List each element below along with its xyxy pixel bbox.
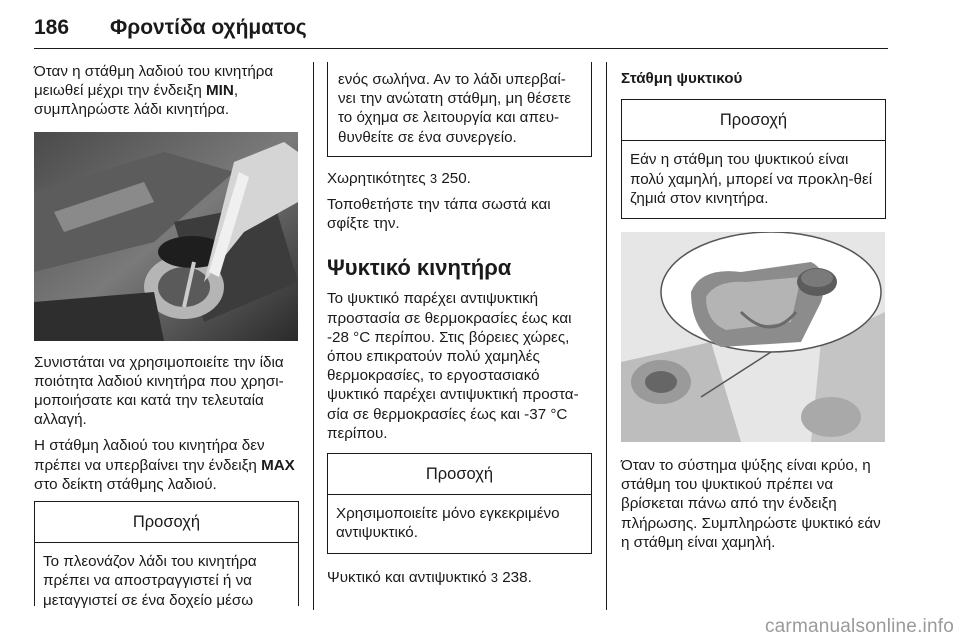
- paragraph-oil-max: Η στάθμη λαδιού του κινητήρα δεν πρέπει να υπερβαίνει την ένδειξη MAX στο δείκτη στάθμης λαδιού.: [34, 437, 295, 493]
- section-heading-coolant-level: Στάθμη ψυκτικού: [621, 70, 743, 87]
- coolant-reservoir-photo: [621, 232, 885, 442]
- paragraph-coolant: Το ψυκτικό παρέχει αντιψυκτική προστασία σε θερμοκρασίες έως και -28 °C περίπου. Στις βόρειες χώρες, όπου επικρατούν πολύ χαμηλές θερμοκρασίες, το εργοστασιακό ψυκτικό παρέχει αντιψυκτική προστα‐σία σε θερμοκρασίες έως και -37 °C περίπου.: [327, 290, 579, 442]
- paragraph-coolant-level: Όταν το σύστημα ψύξης είναι κρύο, η στάθμη του ψυκτικού πρέπει να βρίσκεται πάνω από την ένδειξη πλήρωσης. Συμπληρώστε ψυκτικό εάν η στάθμη είναι χαμηλή.: [621, 457, 881, 551]
- warning-title: Προσοχή: [328, 454, 591, 495]
- engine-oil-fill-photo: [34, 132, 298, 341]
- paragraph-cap: Τοποθετήστε την τάπα σωστά και σφίξτε την.: [327, 196, 551, 233]
- warning-text: Εάν η στάθμη του ψυκτικού είναι πολύ χαμηλή, μπορεί να προκλη‐θεί ζημιά στον κινητήρα.: [630, 151, 873, 207]
- capacity-reference: Χωρητικότητες 3 250.: [327, 169, 471, 187]
- page-title: Φροντίδα οχήματος: [110, 16, 307, 39]
- warning-box-antifreeze: [327, 453, 592, 554]
- column-3: [621, 62, 886, 559]
- coolant-reference: Ψυκτικό και αντιψυκτικό 3 238.: [327, 568, 532, 586]
- column-divider: [606, 62, 607, 610]
- reference-arrow-icon: 3: [429, 170, 438, 186]
- warning-continued-text: ενός σωλήνα. Αν το λάδι υπερβαί‐νει την ανώτατη στάθμη, μη θέσετε το όχημα σε λειτουργία και απευ‐θυνθείτε σε ένα συνεργείο.: [338, 71, 572, 146]
- reference-arrow-icon: 3: [490, 569, 498, 585]
- column-1: [34, 62, 299, 609]
- page-number: 186: [34, 16, 70, 39]
- watermark: carmanualsonline.info: [764, 616, 954, 637]
- warning-title: Προσοχή: [35, 502, 298, 543]
- column-2: [327, 62, 592, 594]
- page-header: [34, 8, 888, 49]
- paragraph-oil-min: Όταν η στάθμη λαδιού του κινητήρα μειωθεί μέχρι την ένδειξη MIN, συμπληρώστε λάδι κινητήρα.: [34, 63, 274, 119]
- warning-text: Χρησιμοποιείτε μόνο εγκεκριμένο αντιψυκτικό.: [336, 505, 560, 542]
- warning-box-oil: [34, 501, 299, 609]
- warning-box-continued: [327, 62, 592, 157]
- warning-title: Προσοχή: [622, 100, 885, 141]
- warning-text: Το πλεονάζον λάδι του κινητήρα πρέπει να αποστραγγιστεί ή να μεταγγιστεί σε ένα δοχείο μέσω: [43, 553, 257, 609]
- section-heading-coolant: Ψυκτικό κινητήρα: [327, 255, 512, 281]
- paragraph-oil-quality: Συνιστάται να χρησιμοποιείτε την ίδια ποιότητα λαδιού κινητήρα που χρησι‐μοποιήσατε και κατά την τελευταία αλλαγή.: [34, 353, 284, 429]
- column-divider: [313, 62, 314, 610]
- warning-box-coolant-level: [621, 99, 886, 219]
